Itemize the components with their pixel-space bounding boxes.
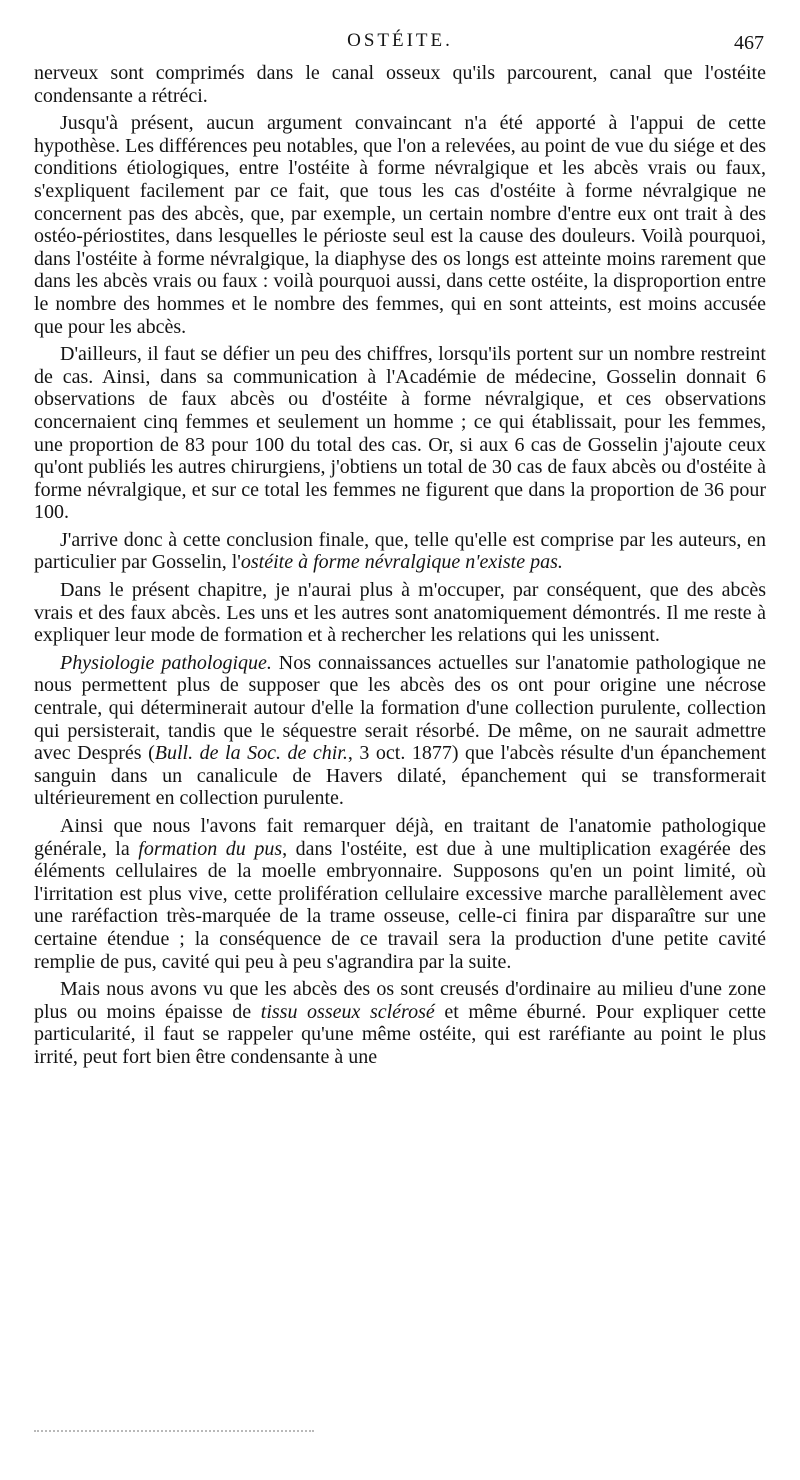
tissu-osseux-italic: tissu osseux sclérosé: [260, 1000, 435, 1023]
page-header: [34, 30, 766, 60]
paragraph-7-text-a: Ainsi que nous l'avons fait remarquer déjà, en traitant de l'anatomie pathologique générale, la: [34, 815, 766, 860]
paragraph-6-text-b: , 3 oct. 1877) que l'abcès résulte d'un épanchement sanguin dans un canalicule de Havers dilaté, épanchement qui se transformerait ultérieurement en collection purulente.: [34, 742, 766, 810]
journal-reference: Bull. de la Soc. de chir.: [154, 742, 348, 765]
paragraph-6-text-a: Nos connaissances actuelles sur l'anatomie pathologique ne nous permettent plus de supposer que les abcès des os ont pour origine une nécrose centrale, qui déterminerait autour d'elle la formation d'une collection purulente, collection qui persisterait, tandis que le séquestre serait résorbé. De même, on ne saurait admettre avec Després (: [34, 651, 766, 765]
paragraph-1: nerveux sont comprimés dans le canal osseux qu'ils parcourent, canal que l'ostéite condensante a rétréci.: [34, 62, 766, 107]
formation-du-pus-italic: formation du pus: [138, 837, 283, 860]
paragraph-6: [34, 652, 766, 810]
paragraph-8-text-b: et même éburné. Pour expliquer cette particularité, il faut se rappeler qu'une même ostéite, qui est raréfiante au point le plus irrité, peut fort bien être condensante à une: [34, 1000, 767, 1068]
paragraph-4: [34, 529, 766, 574]
paragraph-4-text: J'arrive donc à cette conclusion finale, que, telle qu'elle est comprise par les auteurs, en particulier par Gosselin, l': [34, 528, 766, 574]
body-text: [34, 62, 766, 1069]
paragraph-5: Dans le présent chapitre, je n'aurai plus à m'occuper, par conséquent, que des abcès vrais et des faux abcès. Les uns et les autres sont anatomiquement démontrés. Il me reste à expliquer leur mode de formation et à rechercher les relations qui les unissent.: [34, 579, 766, 647]
running-head: OSTÉITE.: [347, 30, 453, 51]
page-number: 467: [734, 32, 764, 54]
section-heading: Physiologie pathologique.: [60, 651, 272, 674]
paragraph-3: D'ailleurs, il faut se défier un peu des chiffres, lorsqu'ils portent sur un nombre restreint de cas. Ainsi, dans sa communication à l'Académie de médecine, Gosselin donnait 6 observations de faux abcès ou d'ostéite à forme névralgique, et ces observations concernaient cinq femmes et seulement un homme ; ce qui établissait, pour les femmes, une proportion de 83 pour 100 du total des cas. Or, si aux 6 cas de Gosselin j'ajoute ceux qu'ont publiés les autres chirurgiens, j'obtiens un total de 30 cas de faux abcès ou d'ostéite à forme névralgique, et sur ce total les femmes ne figurent que dans la proportion de 36 pour 100.: [34, 343, 766, 524]
paragraph-8: [34, 978, 766, 1068]
footer-rule: [34, 1430, 314, 1432]
paragraph-8-text-a: Mais nous avons vu que les abcès des os sont creusés d'ordinaire au milieu d'une zone plus ou moins épaisse de: [34, 978, 766, 1023]
conclusion-italic: ostéite à forme névralgique n'existe pas.: [240, 551, 563, 574]
paragraph-7-text-b: , dans l'ostéite, est due à une multiplication exagérée des éléments cellulaires de la moelle embryonnaire. Supposons qu'en un point limité, où l'irritation est plus vive, cette prolifération cellulaire excessive marche parallèlement avec une raréfaction très-marquée de la trame osseuse, celle-ci finira par disparaître sur une certaine étendue ; la conséquence de ce travail sera la production d'une petite cavité remplie de pus, cavité qui peu à peu s'agrandira par la suite.: [34, 837, 766, 973]
paragraph-7: [34, 815, 766, 973]
paragraph-2: Jusqu'à présent, aucun argument convaincant n'a été apporté à l'appui de cette hypothèse. Les différences peu notables, que l'on a relevées, au point de vue du siége et des conditions étiologiques, entre l'ostéite à forme névralgique et les abcès vrais ou faux, s'expliquent facilement par ce fait, que tous les cas d'ostéite à forme névralgique ne concernent pas des abcès, que, par exemple, un certain nombre d'entre eux ont trait à des ostéo-périostites, dans lesquelles le périoste seul est la cause des douleurs. Voilà pourquoi, dans l'ostéite à forme névralgique, la diaphyse des os longs est atteinte moins rarement que dans les abcès vrais ou faux : voilà pourquoi aussi, dans cette ostéite, la disproportion entre le nombre des hommes et le nombre des femmes, qui en sont atteints, est moins accusée que pour les abcès.: [34, 112, 766, 338]
